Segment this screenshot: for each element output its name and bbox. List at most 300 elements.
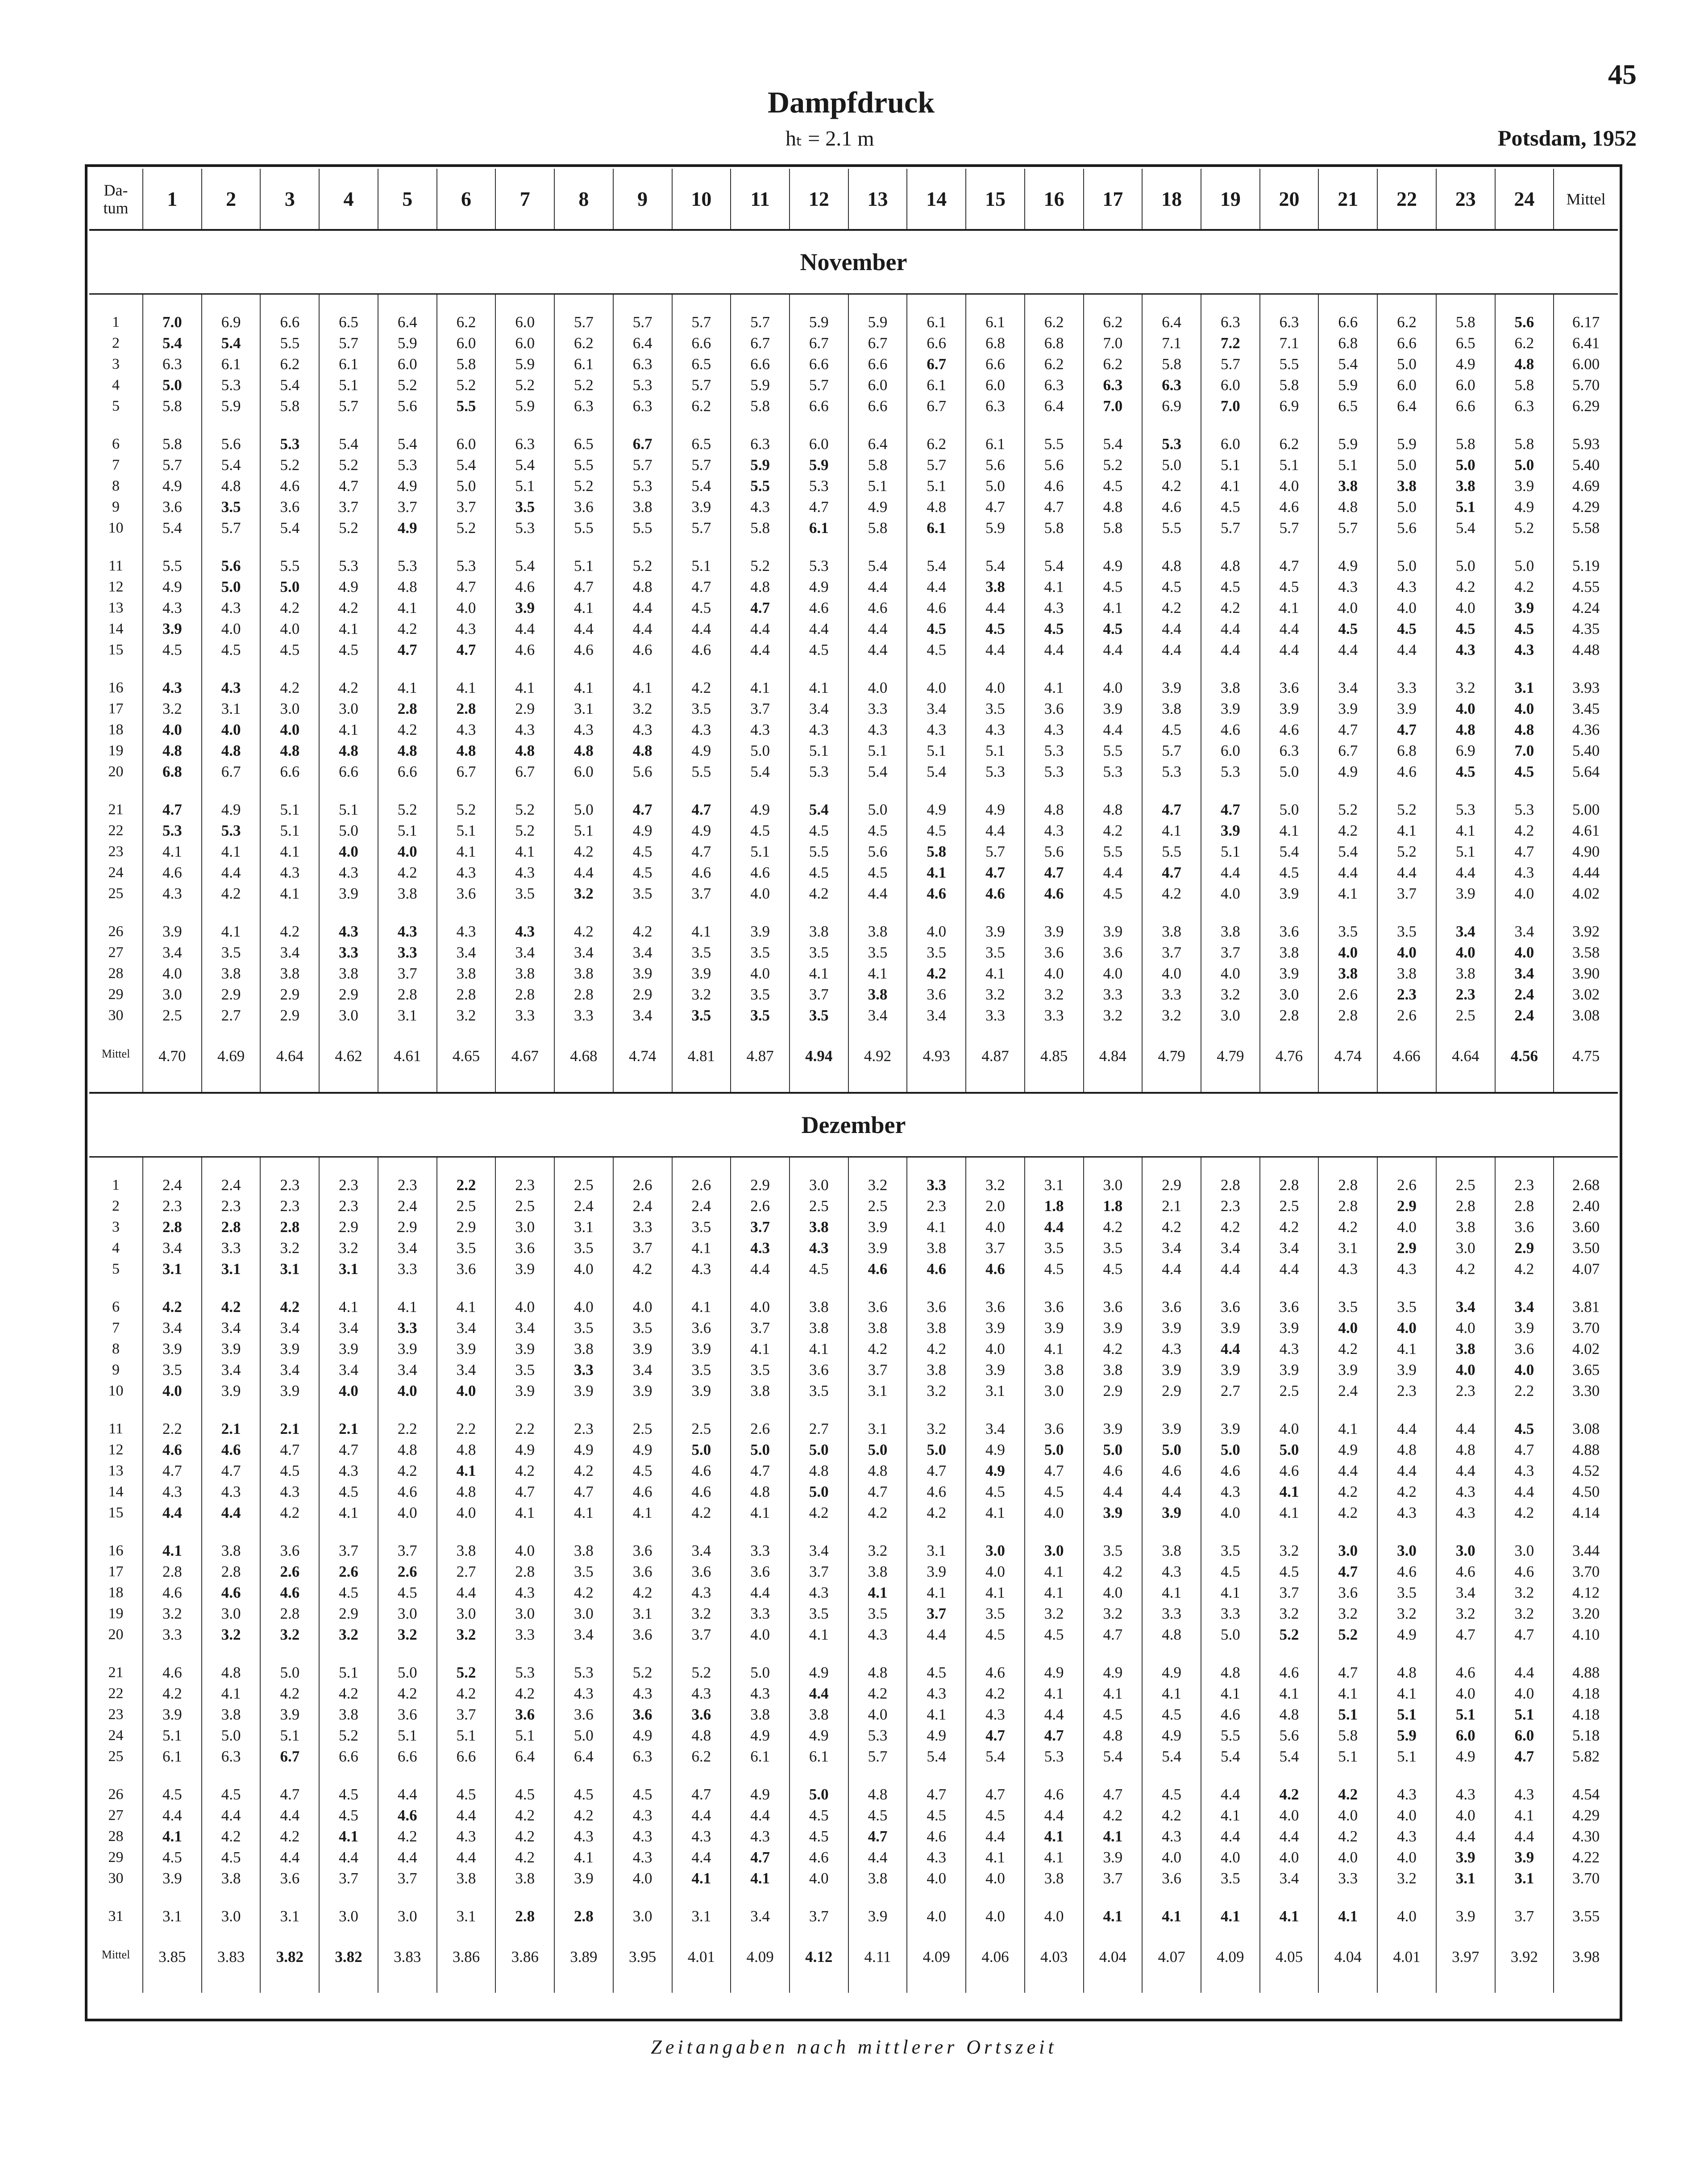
value: 3.8 bbox=[221, 1542, 241, 1559]
gap-cell bbox=[1084, 1645, 1143, 1662]
hour-cell bbox=[202, 1540, 261, 1645]
value: 4.2 bbox=[280, 1685, 300, 1702]
hourly-mean: 3.97 bbox=[1436, 1944, 1495, 1993]
value: 4.6 bbox=[1279, 498, 1299, 516]
value: 4.3 bbox=[162, 885, 182, 902]
gap-cell bbox=[1260, 1523, 1319, 1540]
gap-cell bbox=[1084, 782, 1143, 799]
gap-cell bbox=[1201, 1279, 1260, 1296]
value: 3.0 bbox=[221, 1908, 241, 1925]
value: 2.6 bbox=[750, 1420, 770, 1437]
hour-cell bbox=[1318, 1418, 1377, 1523]
value: 2.8 bbox=[1279, 1176, 1299, 1194]
gap-cell bbox=[143, 417, 202, 433]
gap-cell bbox=[613, 660, 672, 677]
value: 4.6 bbox=[221, 1441, 241, 1458]
value: 5.0 bbox=[456, 477, 476, 495]
gap-cell bbox=[495, 1401, 554, 1418]
value: 3.6 bbox=[515, 1706, 535, 1723]
value: 3.8 bbox=[339, 965, 358, 982]
value: 3.9 bbox=[1279, 965, 1299, 982]
value: 4.1 bbox=[1279, 1685, 1299, 1702]
gap-cell bbox=[1260, 782, 1319, 799]
value: 4.1 bbox=[456, 1462, 476, 1479]
value: 3.5 bbox=[868, 944, 888, 961]
value: 4.2 bbox=[280, 599, 300, 616]
daily-mean: 4.29 bbox=[1572, 498, 1600, 516]
value: 2.8 bbox=[1220, 1176, 1240, 1194]
hour-cell bbox=[495, 1784, 554, 1889]
hour-cell bbox=[1377, 1784, 1436, 1889]
value: 4.8 bbox=[456, 1441, 476, 1458]
day-number: 4 bbox=[112, 377, 120, 393]
day-group-row bbox=[89, 799, 1618, 904]
day-number: 21 bbox=[108, 1664, 124, 1681]
gap-cell bbox=[143, 1026, 202, 1043]
value: 3.9 bbox=[750, 923, 770, 940]
value: 3.9 bbox=[1162, 1361, 1181, 1379]
value: 3.8 bbox=[221, 1706, 241, 1723]
value: 4.0 bbox=[280, 721, 300, 738]
value: 5.3 bbox=[162, 822, 182, 839]
value: 4.3 bbox=[1455, 641, 1475, 658]
daily-mean: 4.88 bbox=[1572, 1441, 1600, 1458]
value: 2.3 bbox=[1455, 986, 1475, 1003]
value: 2.7 bbox=[1220, 1382, 1240, 1399]
hour-cell bbox=[672, 921, 731, 1026]
value: 4.5 bbox=[750, 822, 770, 839]
value: 4.2 bbox=[1455, 1260, 1475, 1278]
hour-cell bbox=[1201, 433, 1260, 538]
value: 6.3 bbox=[1103, 376, 1123, 394]
hour-cell bbox=[260, 1906, 319, 1927]
value: 5.0 bbox=[1162, 1441, 1181, 1458]
value: 3.9 bbox=[280, 1340, 300, 1358]
value: 3.6 bbox=[632, 1563, 652, 1580]
value: 5.0 bbox=[809, 1483, 829, 1500]
value: 5.4 bbox=[162, 334, 182, 352]
hour-cell bbox=[731, 677, 790, 782]
hour-cell bbox=[1377, 1662, 1436, 1767]
value: 4.4 bbox=[868, 885, 888, 902]
value: 5.6 bbox=[221, 435, 241, 453]
gap-cell bbox=[1142, 538, 1201, 555]
value: 5.1 bbox=[1220, 843, 1240, 860]
day-cell bbox=[89, 1418, 143, 1523]
value: 4.7 bbox=[1514, 1626, 1534, 1643]
hour-cell bbox=[1318, 1784, 1377, 1889]
value: 5.5 bbox=[1220, 1727, 1240, 1744]
value: 5.1 bbox=[1455, 498, 1475, 516]
value: 5.7 bbox=[868, 1748, 888, 1765]
value: 3.3 bbox=[397, 944, 417, 961]
value: 3.6 bbox=[1044, 944, 1064, 961]
value: 2.9 bbox=[221, 986, 241, 1003]
gap-cell bbox=[672, 904, 731, 921]
gap-cell bbox=[1554, 1401, 1618, 1418]
value: 4.6 bbox=[1279, 1462, 1299, 1479]
value: 2.8 bbox=[397, 700, 417, 717]
hourly-mean: 4.84 bbox=[1084, 1043, 1143, 1093]
hour-cell bbox=[848, 555, 907, 660]
value: 5.0 bbox=[1397, 498, 1417, 516]
daily-mean: 3.44 bbox=[1572, 1542, 1600, 1559]
value: 3.4 bbox=[339, 1361, 358, 1379]
hour-cell bbox=[1025, 1540, 1084, 1645]
hour-cell bbox=[202, 312, 261, 417]
gap-cell bbox=[1436, 294, 1495, 312]
hour-cell bbox=[1436, 677, 1495, 782]
value: 3.4 bbox=[1455, 1298, 1475, 1316]
value: 5.9 bbox=[515, 355, 535, 373]
gap-cell bbox=[1201, 1889, 1260, 1906]
gap-cell bbox=[1025, 1026, 1084, 1043]
value: 2.0 bbox=[985, 1197, 1005, 1215]
gap-cell bbox=[848, 1645, 907, 1662]
value: 4.1 bbox=[927, 1706, 947, 1723]
value: 4.0 bbox=[1455, 1685, 1475, 1702]
value: 3.9 bbox=[691, 498, 711, 516]
value: 4.9 bbox=[515, 1441, 535, 1458]
value: 4.3 bbox=[632, 1807, 652, 1824]
daily-mean: 3.92 bbox=[1572, 923, 1600, 940]
gap-cell bbox=[613, 1157, 672, 1175]
hour-cell bbox=[143, 677, 202, 782]
value: 7.0 bbox=[1103, 397, 1123, 415]
value: 5.0 bbox=[1514, 557, 1534, 575]
value: 4.6 bbox=[515, 641, 535, 658]
value: 4.9 bbox=[1455, 1748, 1475, 1765]
value: 3.1 bbox=[162, 1908, 182, 1925]
gap-cell bbox=[1201, 1026, 1260, 1043]
value: 4.2 bbox=[632, 1584, 652, 1601]
value: 4.2 bbox=[397, 1462, 417, 1479]
value: 5.1 bbox=[750, 843, 770, 860]
value: 4.1 bbox=[1103, 1908, 1123, 1925]
value: 3.2 bbox=[691, 1605, 711, 1622]
value: 4.4 bbox=[1220, 1260, 1240, 1278]
value: 5.5 bbox=[1162, 843, 1181, 860]
value: 4.0 bbox=[1338, 1319, 1358, 1337]
value: 4.4 bbox=[750, 1584, 770, 1601]
value: 3.8 bbox=[397, 885, 417, 902]
value: 3.6 bbox=[397, 1706, 417, 1723]
value: 3.6 bbox=[632, 1542, 652, 1559]
gap-cell bbox=[731, 1889, 790, 1906]
value: 5.5 bbox=[632, 519, 652, 537]
daily-mean-cell bbox=[1554, 312, 1618, 417]
value: 4.8 bbox=[574, 742, 594, 759]
value: 4.9 bbox=[985, 1462, 1005, 1479]
value: 7.0 bbox=[1220, 397, 1240, 415]
value: 3.8 bbox=[927, 1361, 947, 1379]
gap-cell bbox=[1025, 1279, 1084, 1296]
value: 3.9 bbox=[1103, 1504, 1123, 1521]
hour-cell bbox=[907, 1784, 966, 1889]
value: 3.9 bbox=[1044, 923, 1064, 940]
value: 3.2 bbox=[162, 1605, 182, 1622]
value: 4.0 bbox=[1397, 944, 1417, 961]
gap-cell bbox=[1201, 417, 1260, 433]
gap-cell bbox=[731, 417, 790, 433]
hour-cell bbox=[319, 799, 378, 904]
value: 4.4 bbox=[1455, 1420, 1475, 1437]
value: 3.8 bbox=[221, 1870, 241, 1887]
value: 4.4 bbox=[1514, 1828, 1534, 1845]
value: 4.2 bbox=[574, 843, 594, 860]
gap-cell bbox=[966, 1157, 1025, 1175]
day-number: 3 bbox=[112, 356, 120, 372]
value: 3.4 bbox=[397, 1239, 417, 1257]
value: 3.4 bbox=[1514, 1298, 1534, 1316]
value: 4.8 bbox=[868, 1786, 888, 1803]
value: 4.2 bbox=[1338, 1786, 1358, 1803]
daily-mean: 4.10 bbox=[1572, 1626, 1600, 1643]
value: 4.1 bbox=[1044, 679, 1064, 696]
value: 4.7 bbox=[1514, 1441, 1534, 1458]
monthly-mean-row bbox=[89, 1043, 1618, 1093]
value: 3.9 bbox=[162, 923, 182, 940]
value: 5.0 bbox=[221, 578, 241, 596]
value: 4.5 bbox=[1514, 1420, 1534, 1437]
gap-cell bbox=[437, 294, 496, 312]
gap-cell bbox=[1142, 1523, 1201, 1540]
value: 4.5 bbox=[985, 620, 1005, 637]
value: 7.1 bbox=[1279, 334, 1299, 352]
gap-cell bbox=[89, 1927, 143, 1944]
daily-mean-cell bbox=[1554, 433, 1618, 538]
value: 5.9 bbox=[1397, 1727, 1417, 1744]
value: 3.5 bbox=[691, 1007, 711, 1024]
value: 5.8 bbox=[1044, 519, 1064, 537]
daily-mean: 4.36 bbox=[1572, 721, 1600, 738]
value: 3.7 bbox=[809, 1908, 829, 1925]
value: 4.2 bbox=[397, 864, 417, 881]
value: 3.7 bbox=[397, 965, 417, 982]
hour-cell bbox=[319, 433, 378, 538]
hour-cell bbox=[1436, 1906, 1495, 1927]
value: 6.3 bbox=[515, 435, 535, 453]
hour-cell bbox=[1025, 312, 1084, 417]
gap-cell bbox=[260, 538, 319, 555]
value: 3.1 bbox=[632, 1605, 652, 1622]
gap-cell bbox=[1084, 1401, 1143, 1418]
value: 4.0 bbox=[221, 721, 241, 738]
daily-mean: 5.70 bbox=[1572, 376, 1600, 394]
value: 3.6 bbox=[574, 498, 594, 516]
value: 4.5 bbox=[1103, 1260, 1123, 1278]
value: 5.5 bbox=[162, 557, 182, 575]
gap-cell bbox=[202, 1026, 261, 1043]
value: 4.0 bbox=[985, 1908, 1005, 1925]
value: 4.7 bbox=[1338, 1664, 1358, 1681]
hour-cell bbox=[1260, 1662, 1319, 1767]
gap-cell bbox=[437, 1523, 496, 1540]
value: 3.5 bbox=[515, 498, 535, 516]
value: 4.0 bbox=[1397, 1908, 1417, 1925]
hour-cell bbox=[1495, 1784, 1554, 1889]
gap-cell bbox=[143, 660, 202, 677]
gap-cell bbox=[1377, 1279, 1436, 1296]
gap-cell bbox=[437, 1927, 496, 1944]
gap-cell bbox=[1554, 538, 1618, 555]
value: 3.6 bbox=[1338, 1584, 1358, 1601]
hour-cell bbox=[848, 677, 907, 782]
value: 3.0 bbox=[1455, 1542, 1475, 1559]
gap-cell bbox=[1377, 417, 1436, 433]
gap-cell bbox=[966, 1927, 1025, 1944]
hour-cell bbox=[672, 677, 731, 782]
value: 4.8 bbox=[221, 477, 241, 495]
value: 4.5 bbox=[515, 1786, 535, 1803]
value: 2.3 bbox=[1220, 1197, 1240, 1215]
hour-cell bbox=[848, 1175, 907, 1279]
hourly-mean: 4.05 bbox=[1260, 1944, 1319, 1993]
value: 4.5 bbox=[1514, 763, 1534, 780]
gap-cell bbox=[554, 660, 613, 677]
value: 4.8 bbox=[809, 1462, 829, 1479]
gap-cell bbox=[1554, 1645, 1618, 1662]
value: 3.0 bbox=[339, 1007, 358, 1024]
value: 4.6 bbox=[1044, 885, 1064, 902]
value: 4.8 bbox=[1455, 1441, 1475, 1458]
day-cell bbox=[89, 1175, 143, 1279]
value: 2.8 bbox=[221, 1563, 241, 1580]
gap-cell bbox=[907, 1026, 966, 1043]
value: 3.7 bbox=[1103, 1870, 1123, 1887]
value: 5.1 bbox=[809, 742, 829, 759]
value: 5.0 bbox=[1455, 557, 1475, 575]
gap-cell bbox=[907, 1523, 966, 1540]
value: 4.1 bbox=[162, 843, 182, 860]
value: 3.5 bbox=[691, 1361, 711, 1379]
gap-cell bbox=[319, 1401, 378, 1418]
gap-cell bbox=[1260, 1401, 1319, 1418]
daily-mean: 4.52 bbox=[1572, 1462, 1600, 1479]
value: 3.9 bbox=[515, 1260, 535, 1278]
gap-cell bbox=[143, 1157, 202, 1175]
hour-cell bbox=[260, 1784, 319, 1889]
gap-cell bbox=[1260, 1645, 1319, 1662]
value: 5.0 bbox=[1103, 1441, 1123, 1458]
value: 2.2 bbox=[162, 1420, 182, 1437]
gap-cell bbox=[1318, 660, 1377, 677]
gap-cell bbox=[143, 782, 202, 799]
day-number: 18 bbox=[108, 1584, 124, 1601]
gap-cell bbox=[1318, 1401, 1377, 1418]
hour-cell bbox=[1377, 433, 1436, 538]
gap-cell bbox=[495, 1767, 554, 1784]
value: 3.9 bbox=[1397, 1361, 1417, 1379]
month-heading-row bbox=[89, 230, 1618, 294]
gap-cell bbox=[731, 1157, 790, 1175]
value: 3.2 bbox=[1397, 1605, 1417, 1622]
hour-cell bbox=[731, 1662, 790, 1767]
value: 5.1 bbox=[280, 822, 300, 839]
value: 4.3 bbox=[809, 1239, 829, 1257]
value: 4.0 bbox=[1514, 700, 1534, 717]
sensor-height: hₜ = 2.1 m bbox=[785, 127, 874, 150]
gap-cell bbox=[731, 538, 790, 555]
value: 4.0 bbox=[1514, 885, 1534, 902]
value: 4.4 bbox=[750, 641, 770, 658]
value: 4.1 bbox=[985, 1584, 1005, 1601]
gap-cell bbox=[790, 1645, 848, 1662]
place-year: Potsdam, 1952 bbox=[1497, 125, 1637, 150]
value: 4.6 bbox=[162, 1664, 182, 1681]
hour-cell bbox=[1084, 799, 1143, 904]
gap-cell bbox=[848, 538, 907, 555]
value: 4.7 bbox=[515, 1483, 535, 1500]
value: 3.6 bbox=[1279, 1298, 1299, 1316]
hour-cell bbox=[143, 1784, 202, 1889]
value: 5.4 bbox=[515, 456, 535, 474]
column-header-hour: 4 bbox=[319, 169, 378, 230]
hour-cell bbox=[554, 1784, 613, 1889]
overall-mean: 3.98 bbox=[1572, 1948, 1600, 1966]
daily-mean: 4.18 bbox=[1572, 1685, 1600, 1702]
hour-cell bbox=[731, 1540, 790, 1645]
value: 4.5 bbox=[1103, 885, 1123, 902]
value: 2.1 bbox=[1162, 1197, 1181, 1215]
day-number: 19 bbox=[108, 1605, 124, 1622]
value: 4.2 bbox=[1338, 1340, 1358, 1358]
value: 6.2 bbox=[1044, 313, 1064, 331]
value: 6.6 bbox=[809, 355, 829, 373]
value: 4.0 bbox=[162, 721, 182, 738]
value: 3.2 bbox=[1514, 1605, 1534, 1622]
value: 6.9 bbox=[1279, 397, 1299, 415]
hour-cell bbox=[1142, 1540, 1201, 1645]
gap-cell bbox=[554, 782, 613, 799]
value: 3.4 bbox=[632, 1361, 652, 1379]
value: 4.6 bbox=[1162, 498, 1181, 516]
value: 6.8 bbox=[1044, 334, 1064, 352]
value: 3.4 bbox=[1455, 923, 1475, 940]
gap-cell bbox=[1142, 1279, 1201, 1296]
value: 5.4 bbox=[1220, 1748, 1240, 1765]
value: 4.1 bbox=[1162, 1908, 1181, 1925]
value: 6.1 bbox=[574, 355, 594, 373]
hour-cell bbox=[260, 1540, 319, 1645]
value: 4.4 bbox=[221, 1504, 241, 1521]
value: 4.8 bbox=[456, 1483, 476, 1500]
value: 5.4 bbox=[515, 557, 535, 575]
day-number: 27 bbox=[108, 1807, 124, 1824]
value: 4.3 bbox=[1162, 1563, 1181, 1580]
value: 4.6 bbox=[927, 1828, 947, 1845]
value: 2.9 bbox=[1397, 1197, 1417, 1215]
value: 4.1 bbox=[1397, 822, 1417, 839]
value: 6.1 bbox=[809, 1748, 829, 1765]
gap-cell bbox=[378, 417, 437, 433]
day-number: 2 bbox=[112, 1198, 120, 1214]
value: 4.2 bbox=[339, 679, 358, 696]
value: 3.4 bbox=[1279, 1870, 1299, 1887]
value: 4.4 bbox=[339, 1849, 358, 1866]
value: 3.6 bbox=[691, 1706, 711, 1723]
day-group-row bbox=[89, 1662, 1618, 1767]
value: 4.0 bbox=[1103, 679, 1123, 696]
value: 5.8 bbox=[162, 397, 182, 415]
value: 4.7 bbox=[574, 1483, 594, 1500]
hourly-mean: 4.09 bbox=[907, 1944, 966, 1993]
hour-cell bbox=[1436, 1296, 1495, 1401]
value: 4.3 bbox=[515, 923, 535, 940]
value: 3.4 bbox=[809, 700, 829, 717]
gap-cell bbox=[1084, 904, 1143, 921]
gap-cell bbox=[554, 1523, 613, 1540]
